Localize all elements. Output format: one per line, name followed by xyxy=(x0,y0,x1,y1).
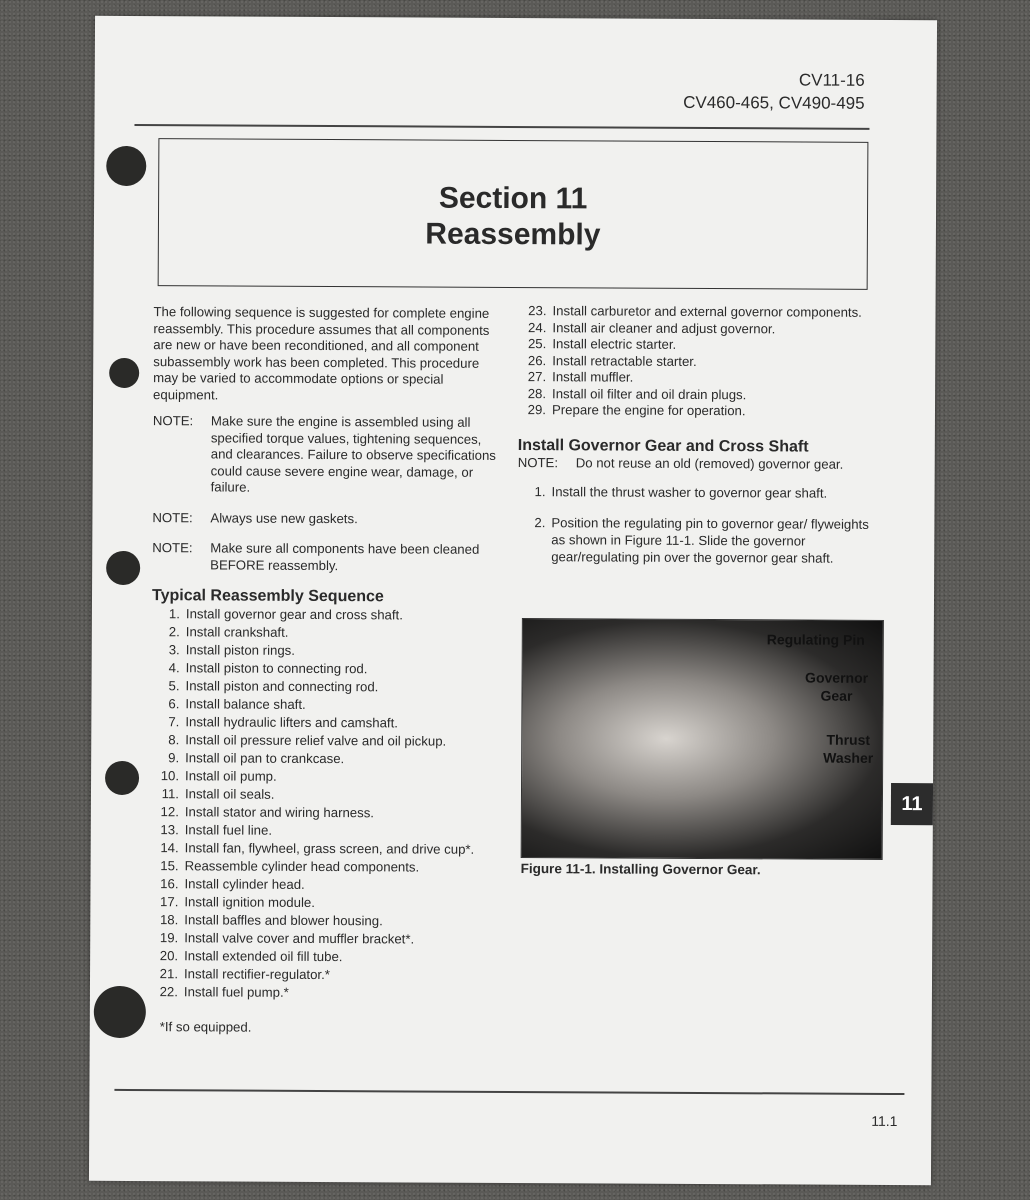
item-number: 1. xyxy=(534,484,546,500)
list-item xyxy=(150,983,498,1003)
item-text: Reassemble cylinder head components. xyxy=(184,858,420,875)
item-text: Install cylinder head. xyxy=(184,876,305,892)
section-number: Section 11 xyxy=(438,181,588,216)
item-number: 13. xyxy=(160,822,179,838)
list-item xyxy=(151,821,499,841)
item-number: 20. xyxy=(159,948,179,964)
manual-page xyxy=(89,16,937,1185)
list-item xyxy=(150,929,498,949)
item-text: Install rectifier-regulator.* xyxy=(184,966,330,983)
list-item xyxy=(151,713,499,733)
note-label: NOTE: xyxy=(152,540,193,556)
item-number: 16. xyxy=(160,876,179,892)
list-item xyxy=(150,911,498,931)
governor-note xyxy=(518,455,878,473)
list-item xyxy=(518,353,878,371)
list-item xyxy=(151,839,499,859)
header-rule xyxy=(134,124,869,130)
item-text: Install fuel pump.* xyxy=(183,984,289,1000)
item-text: Install fan, flywheel, grass screen, and drive cup*. xyxy=(184,840,475,857)
item-text: Position the regulating pin to governor gear/ flyweights as shown in Figure 11-1. Slide the governor gear/regulating pin over the governor gear shaft. xyxy=(551,515,869,566)
note-label: NOTE: xyxy=(152,509,193,525)
item-text: Install balance shaft. xyxy=(185,696,306,712)
item-number: 3. xyxy=(168,642,180,658)
item-text: Install muffler. xyxy=(552,369,634,385)
sequence-list-continued xyxy=(518,303,879,420)
list-item xyxy=(518,336,878,354)
binder-hole xyxy=(94,986,146,1038)
note-label: NOTE: xyxy=(152,413,194,429)
item-number: 5. xyxy=(168,678,180,694)
item-number: 8. xyxy=(168,732,180,748)
note xyxy=(153,413,501,497)
item-text: Install baffles and blower housing. xyxy=(184,912,383,929)
list-item xyxy=(150,947,498,967)
item-number: 24. xyxy=(528,319,547,335)
header-models: CV460-465, CV490-495 xyxy=(683,92,865,113)
item-number: 12. xyxy=(160,804,179,820)
section-title-box xyxy=(158,138,869,290)
sequence-heading: Typical Reassembly Sequence xyxy=(151,587,384,606)
list-item xyxy=(150,875,498,895)
item-number: 15. xyxy=(160,858,179,874)
item-text: Install extended oil fill tube. xyxy=(184,948,343,965)
note-text: Make sure all components have been cleaned BEFORE reassembly. xyxy=(210,540,480,573)
note-label: NOTE: xyxy=(517,454,559,470)
binder-hole xyxy=(109,358,139,388)
binder-hole xyxy=(106,551,140,585)
item-number: 7. xyxy=(168,714,180,730)
footer-rule xyxy=(114,1089,904,1095)
item-number: 2. xyxy=(168,624,180,640)
binder-hole xyxy=(106,146,146,186)
left-column xyxy=(150,304,502,1037)
list-item xyxy=(151,677,499,697)
list-item xyxy=(151,749,499,769)
item-number: 22. xyxy=(159,984,178,1000)
item-text: Install ignition module. xyxy=(184,894,315,910)
item-number: 23. xyxy=(528,303,547,319)
item-number: 27. xyxy=(527,369,547,385)
list-item xyxy=(151,785,499,805)
note-text: Make sure the engine is assembled using all specified torque values, tightening sequences, and clearances. Failure to observe specifications could cause severe engine wear, damage, or failure. xyxy=(210,413,496,495)
item-number: 4. xyxy=(168,660,180,676)
list-item xyxy=(152,623,500,643)
item-number: 18. xyxy=(159,912,179,928)
item-text: Install oil pan to crankcase. xyxy=(185,750,345,767)
section-tab: 11 xyxy=(891,783,933,825)
callout-governor-gear: Governor Gear xyxy=(805,669,869,704)
governor-heading: Install Governor Gear and Cross Shaft xyxy=(517,436,809,456)
header-code: CV11-16 xyxy=(798,70,865,90)
item-text: Install valve cover and muffler bracket*. xyxy=(184,930,415,947)
item-text: Install oil pump. xyxy=(185,768,277,784)
list-item xyxy=(518,303,878,321)
item-number: 10. xyxy=(160,768,180,784)
item-text: Install oil pressure relief valve and oil pickup. xyxy=(185,732,447,749)
governor-steps xyxy=(517,483,877,567)
section-title: Reassembly xyxy=(425,217,601,252)
list-item xyxy=(518,320,878,338)
item-number: 2. xyxy=(534,515,546,531)
page-number: 11.1 xyxy=(871,1112,898,1130)
item-text: Install the thrust washer to governor gear shaft. xyxy=(551,484,828,501)
list-item xyxy=(152,641,500,661)
list-item xyxy=(151,857,499,877)
binder-hole xyxy=(105,761,139,795)
list-item xyxy=(517,514,877,567)
item-text: Install air cleaner and adjust governor. xyxy=(552,319,776,336)
right-column xyxy=(517,303,878,567)
item-number: 21. xyxy=(159,966,179,982)
item-number: 25. xyxy=(527,336,547,352)
list-item xyxy=(518,402,878,420)
list-item xyxy=(151,767,499,787)
item-text: Install hydraulic lifters and camshaft. xyxy=(185,714,398,731)
item-text: Install governor gear and cross shaft. xyxy=(185,606,403,623)
figure-caption: Figure 11-1. Installing Governor Gear. xyxy=(520,861,761,878)
note xyxy=(152,540,500,575)
list-item xyxy=(518,369,878,387)
item-text: Install electric starter. xyxy=(552,336,677,352)
item-text: Install fuel line. xyxy=(184,822,273,838)
list-item xyxy=(518,483,878,502)
item-text: Install piston rings. xyxy=(185,642,295,658)
intro-paragraph: The following sequence is suggested for complete engine reassembly. This procedure assumes that all components are new or have been reconditioned, and all component subassembly work has been completed. This procedure may be varied to accommodate options or special equipment. xyxy=(153,304,490,402)
note-text: Always use new gaskets. xyxy=(210,509,358,526)
item-text: Install crankshaft. xyxy=(185,624,289,640)
item-text: Install piston to connecting rod. xyxy=(185,660,368,677)
figure-governor-gear-photo xyxy=(521,618,884,860)
list-item xyxy=(150,893,498,913)
item-number: 1. xyxy=(168,606,180,622)
item-number: 14. xyxy=(160,840,179,856)
list-item xyxy=(518,386,878,404)
item-number: 28. xyxy=(527,385,547,401)
item-number: 11. xyxy=(161,786,180,802)
item-text: Install oil filter and oil drain plugs. xyxy=(552,385,747,402)
item-number: 9. xyxy=(168,750,180,766)
callout-regulating-pin: Regulating Pin xyxy=(766,631,865,648)
list-item xyxy=(150,965,498,985)
item-text: Install carburetor and external governor components. xyxy=(552,303,862,320)
item-number: 29. xyxy=(527,402,547,418)
list-item xyxy=(151,695,499,715)
note-text: Do not reuse an old (removed) governor gear. xyxy=(575,454,844,472)
sequence-list xyxy=(150,605,500,1003)
item-number: 19. xyxy=(159,930,179,946)
list-item xyxy=(151,803,499,823)
list-item xyxy=(152,605,500,625)
footnote: *If so equipped. xyxy=(159,1019,252,1035)
callout-thrust-washer: Thrust Washer xyxy=(823,731,874,766)
item-text: Prepare the engine for operation. xyxy=(551,402,746,419)
item-number: 6. xyxy=(168,696,180,712)
item-text: Install piston and connecting rod. xyxy=(185,678,379,695)
item-text: Install oil seals. xyxy=(184,786,275,802)
item-text: Install retractable starter. xyxy=(552,352,697,369)
list-item xyxy=(151,731,499,751)
item-text: Install stator and wiring harness. xyxy=(184,804,375,821)
note xyxy=(152,510,500,528)
item-number: 17. xyxy=(160,894,179,910)
list-item xyxy=(152,659,500,679)
item-number: 26. xyxy=(527,352,547,368)
